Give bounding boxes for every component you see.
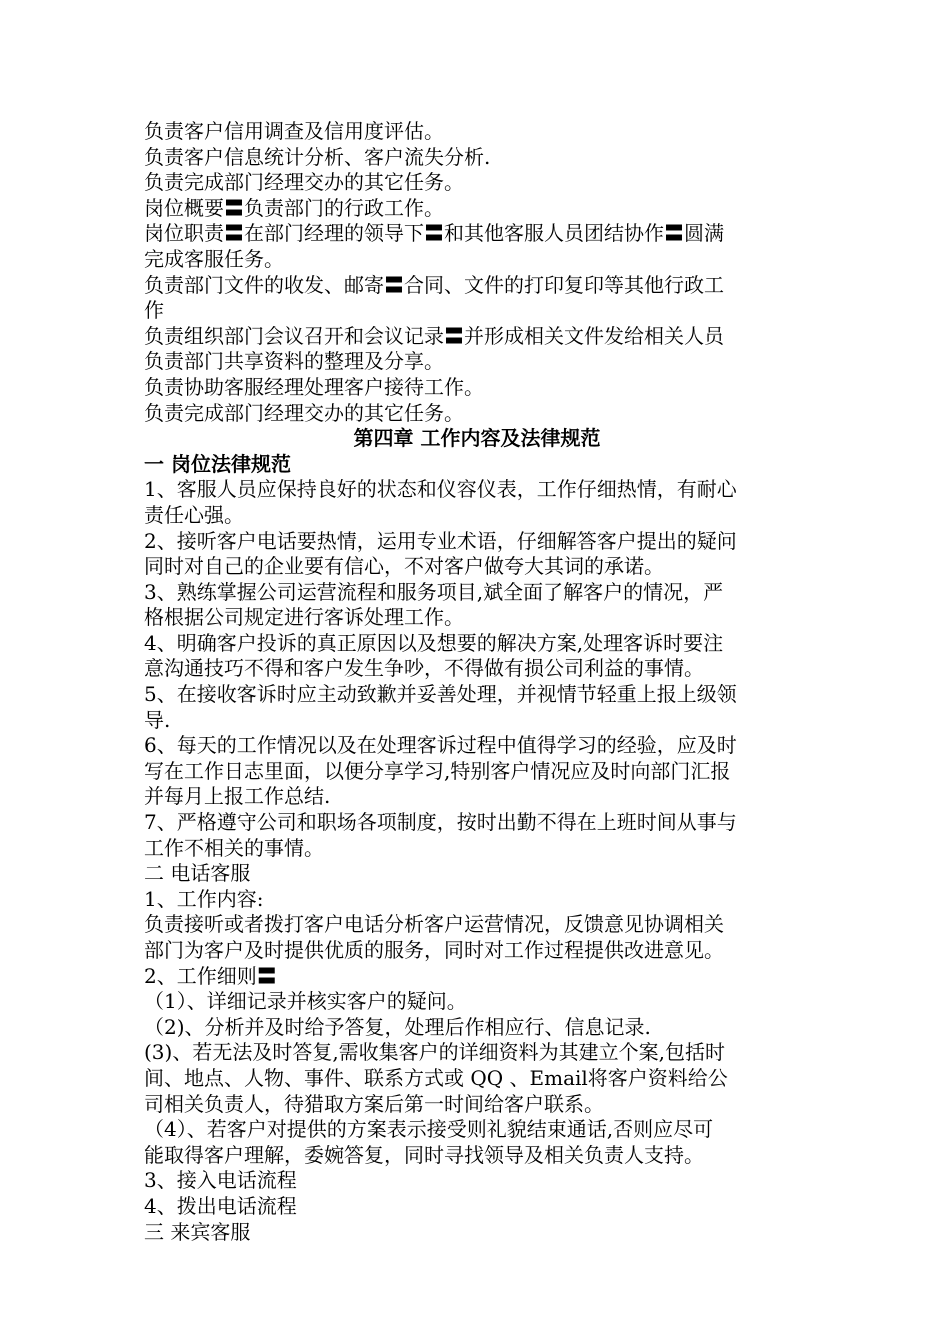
text-line: 1、客服人员应保持良好的状态和仪容仪表，工作仔细热情，有耐心	[144, 477, 737, 502]
text-line: 并每月上报工作总结.	[144, 784, 331, 809]
text-line: 负责完成部门经理交办的其它任务。	[144, 400, 464, 425]
text-line: 岗位职责〓在部门经理的领导下〓和其他客服人员团结协作〓圆满	[144, 221, 724, 246]
text-line: 部门为客户及时提供优质的服务，同时对工作过程提供改进意见。	[144, 938, 724, 962]
text-line: 负责部门共享资料的整理及分享。	[144, 349, 444, 374]
text-line: 2、工作细则〓	[144, 963, 277, 988]
text-line: 5、在接收客诉时应主动致歉并妥善处理，并视情节轻重上报上级领	[144, 682, 737, 707]
text-line: 7、严格遵守公司和职场各项制度，按时出勤不得在上班时间从事与	[144, 810, 737, 835]
text-line: 意沟通技巧不得和客户发生争吵，不得做有损公司利益的事情。	[144, 656, 704, 681]
text-line: 负责组织部门会议召开和会议记录〓并形成相关文件发给相关人员	[144, 323, 724, 348]
text-line: 导.	[144, 707, 171, 732]
text-line: 1、工作内容:	[144, 886, 264, 911]
text-line: 完成客服任务。	[144, 246, 284, 271]
text-line: 3、接入电话流程	[144, 1168, 297, 1193]
text-line: 岗位概要〓负责部门的行政工作。	[144, 195, 444, 220]
text-line: 同时对自己的企业要有信心，不对客户做夸大其词的承诺。	[144, 554, 664, 579]
text-line: （2)、分析并及时给予答复，处理后作相应行、信息记录.	[144, 1014, 651, 1039]
section-title: 一 岗位法律规范	[144, 451, 291, 476]
section-title: 二 电话客服	[144, 861, 251, 886]
text-line: 负责协助客服经理处理客户接待工作。	[144, 374, 484, 399]
text-line: 责任心强。	[144, 502, 244, 527]
text-line: 3、熟练掌握公司运营流程和服务项目,斌全面了解客户的情况，严	[144, 579, 724, 604]
section-title: 三 来宾客服	[144, 1219, 251, 1244]
text-line: 司相关负责人，待猎取方案后第一时间给客户联系。	[144, 1091, 604, 1116]
text-line: 作	[144, 298, 164, 323]
text-line: 负责完成部门经理交办的其它任务。	[144, 170, 464, 195]
chapter-title: 第四章 工作内容及法律规范	[353, 426, 601, 451]
text-line: （1）、详细记录并核实客户的疑问。	[144, 989, 467, 1014]
text-line: 格根据公司规定进行客诉处理工作。	[144, 605, 464, 630]
text-line: 2、接听客户电话要热情，运用专业术语，仔细解答客户提出的疑问	[144, 528, 737, 553]
text-line: 负责接听或者拨打客户电话分析客户运营情况，反馈意见协调相关	[144, 912, 724, 937]
text-line: 4、明确客户投诉的真正原因以及想要的解决方案,处理客诉时要注	[144, 630, 724, 655]
text-line: 4、拨出电话流程	[144, 1193, 297, 1218]
text-line: 负责客户信息统计分析、客户流失分析.	[144, 144, 491, 169]
text-line: 工作不相关的事情。	[144, 835, 324, 860]
text-line: 能取得客户理解，委婉答复，同时寻找领导及相关负责人支持。	[144, 1142, 704, 1167]
text-line: 间、地点、人物、事件、联系方式或 QQ 、Email将客户资料给公	[144, 1065, 728, 1090]
text-line: （4）、若客户对提供的方案表示接受则礼貌结束通话,否则应尽可	[144, 1117, 714, 1142]
text-line: 6、每天的工作情况以及在处理客诉过程中值得学习的经验，应及时	[144, 733, 737, 758]
text-line: (3)、若无法及时答复,需收集客户的详细资料为其建立个案,包括时	[144, 1040, 726, 1065]
text-line: 负责部门文件的收发、邮寄〓合同、文件的打印复印等其他行政工	[144, 272, 724, 297]
text-line: 写在工作日志里面，以便分享学习,特别客户情况应及时向部门汇报	[144, 758, 731, 783]
text-line: 负责客户信用调查及信用度评估。	[144, 119, 444, 143]
